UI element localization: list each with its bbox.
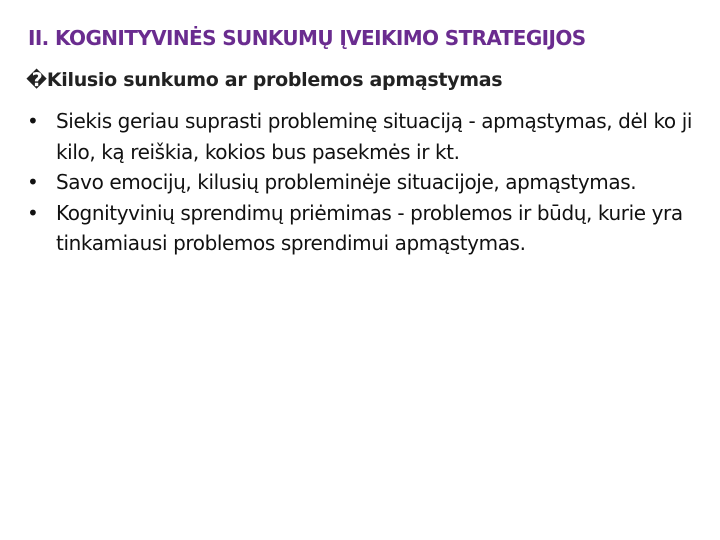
bullet-text: Siekis geriau suprasti probleminę situaciją - apmąstymas, dėl ko ji kilo, ką reiškia, kokios bus pasekmės ir kt. [56, 109, 693, 164]
bullet-list [26, 106, 706, 259]
bullet-icon: • [27, 170, 39, 194]
bullet-item [26, 106, 706, 167]
bullet-item [26, 198, 706, 259]
bullet-icon: • [27, 109, 39, 133]
bullet-text: Savo emocijų, kilusių probleminėje situacijoje, apmąstymas. [56, 170, 637, 194]
slide-subtitle: �Kilusio sunkumo ar problemos apmąstymas [26, 69, 503, 91]
bullet-icon: • [27, 200, 39, 225]
slide-title: II. KOGNITYVINĖS SUNKUMŲ ĮVEIKIMO STRATEGIJOS [28, 26, 586, 50]
bullet-item [26, 167, 706, 198]
bullet-text: Kognityvinių sprendimų priėmimas - problemos ir būdų, kurie yra tinkamiausi problemos sprendimui apmąstymas. [56, 200, 683, 255]
